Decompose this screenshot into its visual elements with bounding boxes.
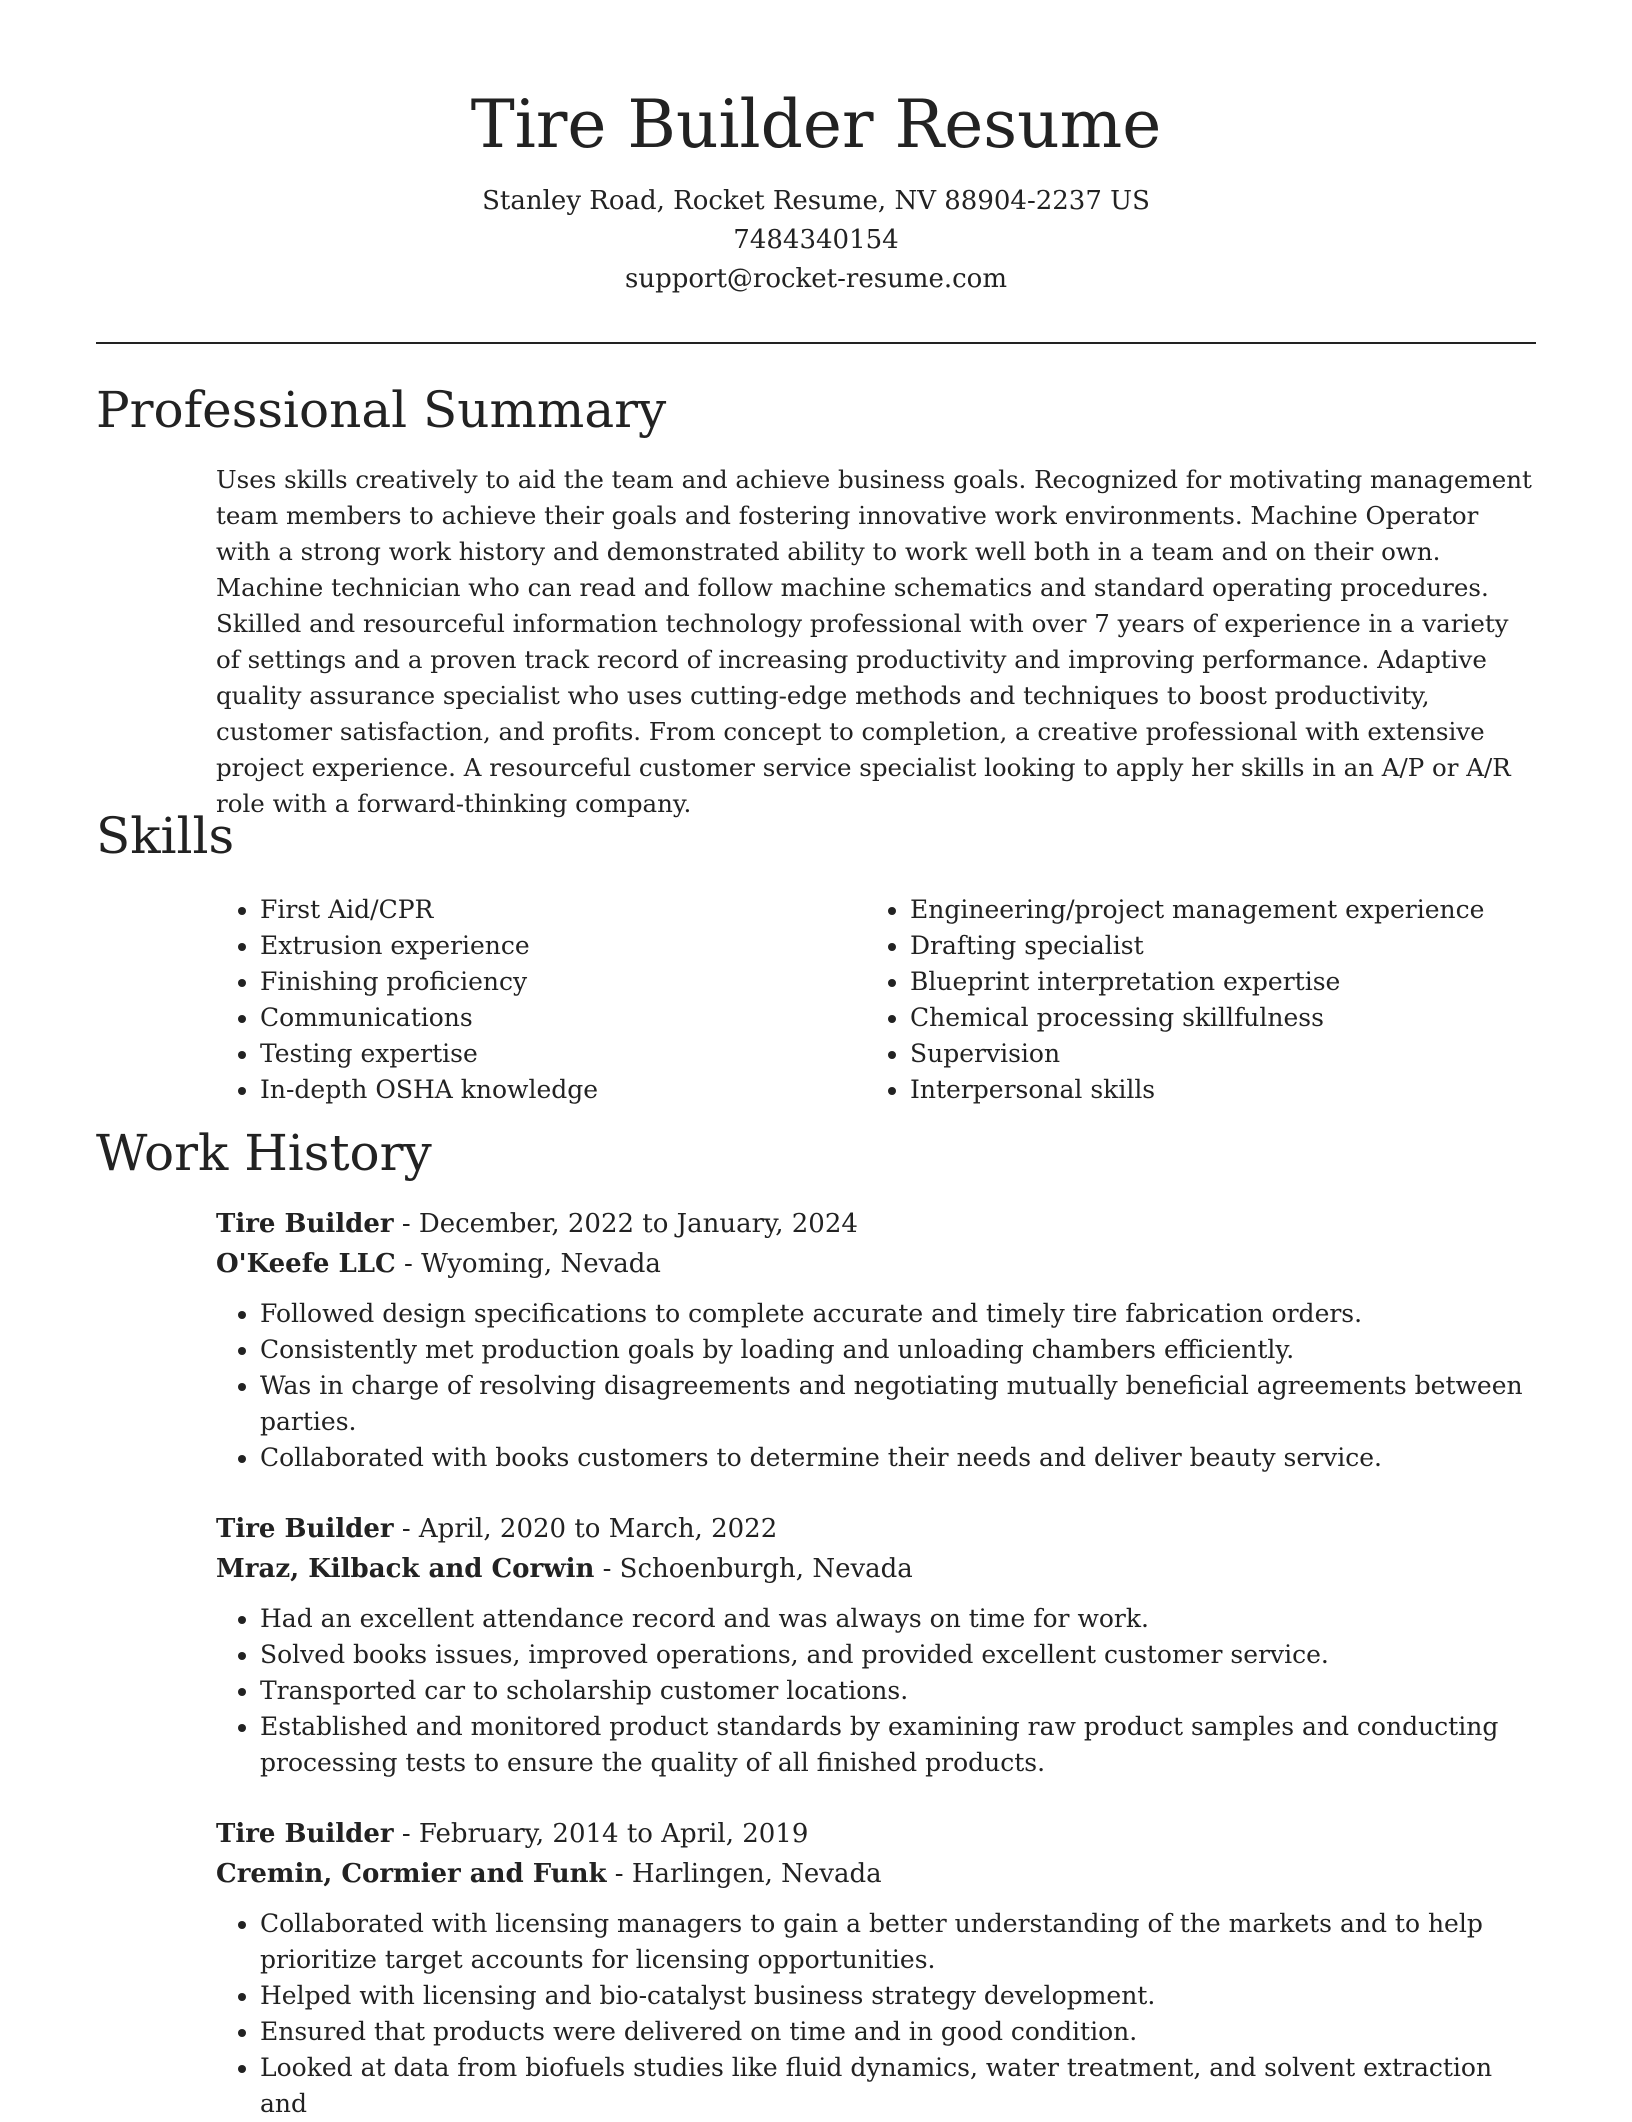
job-location: - Harlingen, Nevada [606, 1859, 882, 1889]
header-divider [96, 342, 1536, 344]
job-company: Mraz, Kilback and Corwin [216, 1554, 595, 1584]
job-bullet: • Transported car to scholarship customer locations. [260, 1673, 1536, 1709]
work-history-heading: Work History [96, 1124, 432, 1182]
job-dates: - April, 2020 to March, 2022 [393, 1514, 778, 1544]
summary-text: Uses skills creatively to aid the team and achieve business goals. Recognized for motivating management team members to achieve their goals and fostering innovative work environments. Machine Operator with a strong work history and demonstrated ability to work well both in a team and on their own. Machine technician who can read and follow machine schematics and standard operating procedures. Skilled and resourceful information technology professional with over 7 years of experience in a variety of settings and a proven track record of increasing productivity and improving performance. Adaptive quality assurance specialist who uses cutting-edge methods and techniques to boost productivity, customer satisfaction, and profits. From concept to completion, a creative professional with extensive project experience. A resourceful customer service specialist looking to apply her skills in an A/P or A/R role with a forward-thinking company. [216, 465, 1532, 818]
job-bullet: • Had an excellent attendance record and was always on time for work. [260, 1601, 1536, 1637]
job-title: Tire Builder [216, 1209, 394, 1239]
job-title-line [216, 1509, 1536, 1549]
job-bullet: • Was in charge of resolving disagreements and negotiating mutually beneficial agreements between parties. [260, 1368, 1536, 1440]
skill-item: • Interpersonal skills [910, 1072, 1570, 1108]
skill-item: • First Aid/CPR [260, 892, 860, 928]
skill-item: • Finishing proficiency [260, 964, 860, 1000]
skills-heading: Skills [96, 807, 235, 865]
skill-item: • Extrusion experience [260, 928, 860, 964]
skill-item: • Testing expertise [260, 1036, 860, 1072]
job-bullet: • Collaborated with books customers to determine their needs and deliver beauty service. [260, 1440, 1536, 1476]
job-bullets [216, 1601, 1536, 1781]
job-title-line [216, 1204, 1536, 1244]
skill-item: • Supervision [910, 1036, 1570, 1072]
contact-info [96, 182, 1536, 299]
contact-address: Stanley Road, Rocket Resume, NV 88904-2237 US [482, 186, 1150, 216]
job-bullet: • Collaborated with licensing managers to gain a better understanding of the markets and to help prioritize target accounts for licensing opportunities. [260, 1906, 1536, 1978]
job-bullet: • Solved books issues, improved operations, and provided excellent customer service. [260, 1637, 1536, 1673]
job-company-line [216, 1854, 1536, 1894]
job-bullet: • Followed design specifications to complete accurate and timely tire fabrication orders. [260, 1296, 1536, 1332]
skill-item: • Chemical processing skillfulness [910, 1000, 1570, 1036]
job-bullets [216, 1906, 1536, 2122]
skills-list-right [866, 892, 1570, 1108]
summary-heading: Professional Summary [96, 381, 667, 439]
job-bullet: • Established and monitored product standards by examining raw product samples and conducting processing tests to ensure the quality of all finished products. [260, 1709, 1536, 1781]
skill-item: • Blueprint interpretation expertise [910, 964, 1570, 1000]
job-entry [216, 1509, 1536, 1781]
job-entry [216, 1814, 1536, 2122]
skill-item: • Drafting specialist [910, 928, 1570, 964]
job-dates: - December, 2022 to January, 2024 [393, 1209, 858, 1239]
contact-phone: 7484340154 [733, 225, 899, 255]
skill-item: • Engineering/project management experience [910, 892, 1570, 928]
job-title: Tire Builder [216, 1819, 394, 1849]
job-company: O'Keefe LLC [216, 1249, 396, 1279]
job-title: Tire Builder [216, 1514, 394, 1544]
job-title-line [216, 1814, 1536, 1854]
job-bullet: • Helped with licensing and bio-catalyst business strategy development. [260, 1978, 1536, 2014]
job-entry [216, 1204, 1536, 1476]
job-bullets [216, 1296, 1536, 1476]
skill-item: • In-depth OSHA knowledge [260, 1072, 860, 1108]
resume-header [96, 80, 1536, 299]
job-company-line [216, 1244, 1536, 1284]
skill-item: • Communications [260, 1000, 860, 1036]
skills-list-left [216, 892, 860, 1108]
job-dates: - February, 2014 to April, 2019 [393, 1819, 809, 1849]
job-bullet: • Consistently met production goals by loading and unloading chambers efficiently. [260, 1332, 1536, 1368]
contact-email: support@rocket-resume.com [624, 264, 1007, 294]
job-bullet: • Ensured that products were delivered on time and in good condition. [260, 2014, 1536, 2050]
job-bullet: • Looked at data from biofuels studies like fluid dynamics, water treatment, and solvent extraction and [260, 2050, 1536, 2122]
job-location: - Schoenburgh, Nevada [594, 1554, 913, 1584]
job-company-line [216, 1549, 1536, 1589]
job-company: Cremin, Cormier and Funk [216, 1859, 607, 1889]
resume-title: Tire Builder Resume [470, 86, 1162, 163]
job-location: - Wyoming, Nevada [395, 1249, 661, 1279]
